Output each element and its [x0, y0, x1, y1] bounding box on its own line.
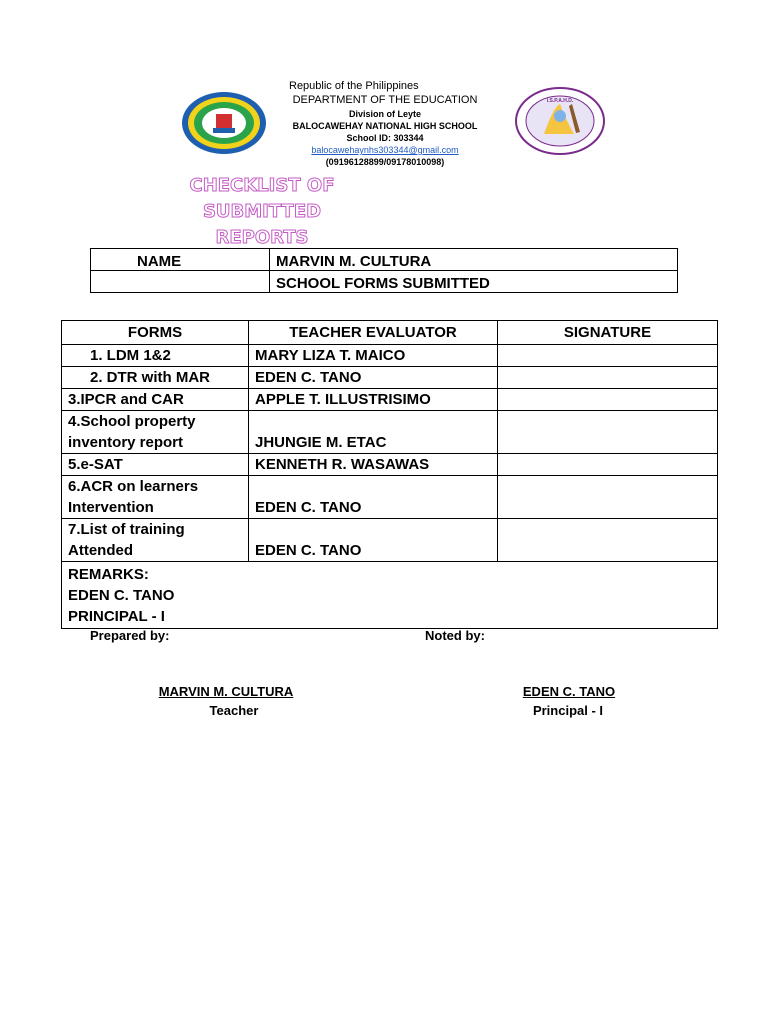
table-row	[62, 345, 718, 367]
form-line-2: Attended	[68, 542, 133, 559]
republic-text: Republic of the Philippines	[289, 80, 419, 92]
phones-text: (09196128899/09178010098)	[325, 157, 445, 167]
header-row	[62, 321, 718, 345]
form-cell: 5.e-SAT	[62, 454, 249, 476]
checklist-table	[61, 320, 718, 629]
ispahd-label: I.S.P.A.H.D.	[546, 98, 574, 104]
form-line-1: 6.ACR on learners	[68, 478, 199, 495]
form-cell	[62, 476, 249, 519]
forms-row	[91, 271, 678, 293]
evaluator-cell: EDEN C. TANO	[249, 367, 498, 389]
school-seal-logo	[180, 90, 268, 156]
title-line-1: CHECKLIST OF	[189, 175, 335, 196]
signature-cell[interactable]	[498, 389, 718, 411]
form-line-1: 4.School property	[68, 413, 196, 430]
evaluator-cell: KENNETH R. WASAWAS	[249, 454, 498, 476]
name-value: MARVIN M. CULTURA	[270, 249, 678, 271]
table-row	[62, 367, 718, 389]
signature-cell[interactable]	[498, 411, 718, 454]
prepared-role: Teacher	[209, 703, 259, 718]
form-line-1: 7.List of training	[68, 521, 185, 538]
name-row	[91, 249, 678, 271]
name-label: NAME	[91, 249, 270, 271]
form-cell	[62, 411, 249, 454]
school-id-text: School ID: 303344	[346, 133, 424, 143]
signature-cell[interactable]	[498, 476, 718, 519]
remarks-label: REMARKS:	[68, 566, 149, 583]
prepared-name: MARVIN M. CULTURA	[158, 684, 294, 699]
letterhead	[262, 79, 508, 168]
ispahd-seal-logo	[514, 86, 606, 156]
col-evaluator-header: TEACHER EVALUATOR	[249, 321, 498, 345]
title-line-3: REPORTS	[215, 227, 309, 248]
remarks-position: PRINCIPAL - I	[68, 608, 165, 625]
table-row	[62, 411, 718, 454]
table-row	[62, 454, 718, 476]
evaluator-cell: EDEN C. TANO	[249, 476, 498, 519]
teacher-info-table	[90, 248, 678, 293]
form-cell	[62, 519, 249, 562]
remarks-row	[62, 562, 718, 629]
forms-label-empty	[91, 271, 270, 293]
signature-cell[interactable]	[498, 454, 718, 476]
evaluator-cell: EDEN C. TANO	[249, 519, 498, 562]
remarks-cell	[62, 562, 718, 629]
department-text: DEPARTMENT OF THE EDUCATION	[292, 94, 478, 106]
col-forms-header: FORMS	[62, 321, 249, 345]
forms-label: SCHOOL FORMS SUBMITTED	[270, 271, 678, 293]
table-row	[62, 476, 718, 519]
form-line-2: Intervention	[68, 499, 154, 516]
evaluator-cell: APPLE T. ILLUSTRISIMO	[249, 389, 498, 411]
remarks-name: EDEN C. TANO	[68, 587, 175, 604]
prepared-by-label: Prepared by:	[90, 628, 170, 643]
form-cell: 2. DTR with MAR	[62, 367, 249, 389]
noted-name: EDEN C. TANO	[522, 684, 616, 699]
school-name-text: BALOCAWEHAY NATIONAL HIGH SCHOOL	[292, 121, 478, 131]
form-cell: 1. LDM 1&2	[62, 345, 249, 367]
noted-role: Principal - I	[532, 703, 604, 718]
table-row	[62, 519, 718, 562]
form-cell: 3.IPCR and CAR	[62, 389, 249, 411]
signature-cell[interactable]	[498, 345, 718, 367]
document-title	[186, 173, 338, 251]
signature-cell[interactable]	[498, 367, 718, 389]
evaluator-cell: MARY LIZA T. MAICO	[249, 345, 498, 367]
signature-cell[interactable]	[498, 519, 718, 562]
col-signature-header: SIGNATURE	[498, 321, 718, 345]
email-link[interactable]: balocawehaynhs303344@gmail.com	[311, 145, 459, 155]
table-row	[62, 389, 718, 411]
evaluator-cell: JHUNGIE M. ETAC	[249, 411, 498, 454]
division-text: Division of Leyte	[348, 109, 421, 119]
title-line-2: SUBMITTED	[202, 201, 322, 222]
form-line-2: inventory report	[68, 434, 184, 451]
noted-by-label: Noted by:	[425, 628, 485, 643]
